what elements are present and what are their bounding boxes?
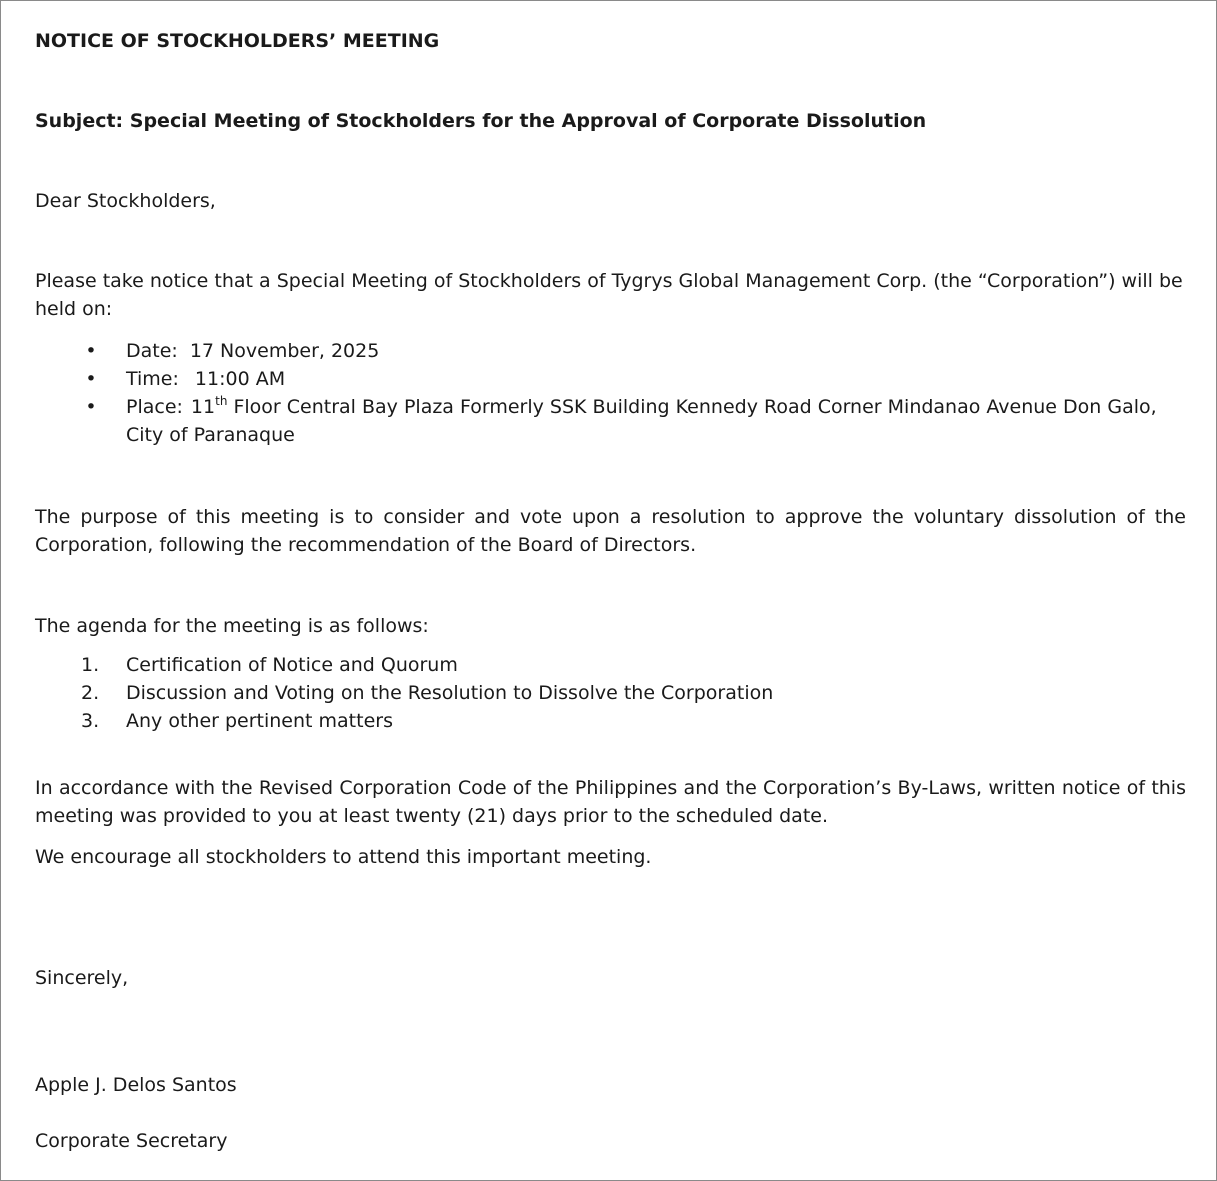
agenda-text: Certification of Notice and Quorum bbox=[126, 654, 458, 676]
encouragement-line: We encourage all stockholders to attend this important meeting. bbox=[35, 846, 652, 868]
agenda-intro: The agenda for the meeting is as follows: bbox=[35, 615, 429, 637]
agenda-list bbox=[35, 651, 1186, 735]
detail-date bbox=[35, 337, 1186, 365]
agenda-number: 2. bbox=[81, 682, 100, 704]
signatory-name: Apple J. Delos Santos bbox=[35, 1074, 237, 1096]
place-rest: Floor Central Bay Plaza Formerly SSK Building Kennedy Road Corner Mindanao Avenue Don Galo, City of Paranaque bbox=[126, 396, 1157, 446]
subject-line: Subject: Special Meeting of Stockholders for the Approval of Corporate Dissolution bbox=[35, 110, 927, 132]
bullet-marker: • bbox=[85, 340, 97, 362]
detail-place bbox=[35, 393, 1186, 449]
agenda-number: 3. bbox=[81, 710, 100, 732]
time-value: 11:00 AM bbox=[194, 368, 286, 390]
date-value: 17 November, 2025 bbox=[189, 340, 380, 362]
bullet-marker: • bbox=[85, 368, 97, 390]
place-floor: 11 bbox=[190, 396, 216, 418]
date-label: Date: bbox=[126, 340, 178, 362]
agenda-item bbox=[35, 679, 1186, 707]
time-label: Time: bbox=[126, 368, 179, 390]
purpose-paragraph: The purpose of this meeting is to consider and vote upon a resolution to approve the voluntary dissolution of the Corporation, following the recommendation of the Board of Directors. bbox=[35, 506, 1186, 556]
bullet-marker: • bbox=[85, 396, 97, 418]
place-label: Place: bbox=[126, 396, 183, 418]
closing-line: Sincerely, bbox=[35, 967, 129, 989]
salutation: Dear Stockholders, bbox=[35, 190, 216, 212]
agenda-text: Any other pertinent matters bbox=[126, 710, 393, 732]
agenda-text: Discussion and Voting on the Resolution to Dissolve the Corporation bbox=[126, 682, 774, 704]
detail-time bbox=[35, 365, 1186, 393]
agenda-item bbox=[35, 707, 1186, 735]
meeting-details-list bbox=[35, 337, 1186, 449]
agenda-number: 1. bbox=[81, 654, 100, 676]
signatory-title: Corporate Secretary bbox=[35, 1130, 228, 1152]
agenda-item bbox=[35, 651, 1186, 679]
place-floor-suffix: th bbox=[215, 394, 228, 408]
compliance-paragraph: In accordance with the Revised Corporation Code of the Philippines and the Corporation’s By-Laws, written notice of this meeting was provided to you at least twenty (21) days prior to the scheduled date. bbox=[35, 777, 1186, 827]
document-title: NOTICE OF STOCKHOLDERS’ MEETING bbox=[35, 30, 440, 52]
intro-paragraph: Please take notice that a Special Meeting of Stockholders of Tygrys Global Management Corp. (the “Corporation”) will be held on: bbox=[35, 270, 1183, 320]
